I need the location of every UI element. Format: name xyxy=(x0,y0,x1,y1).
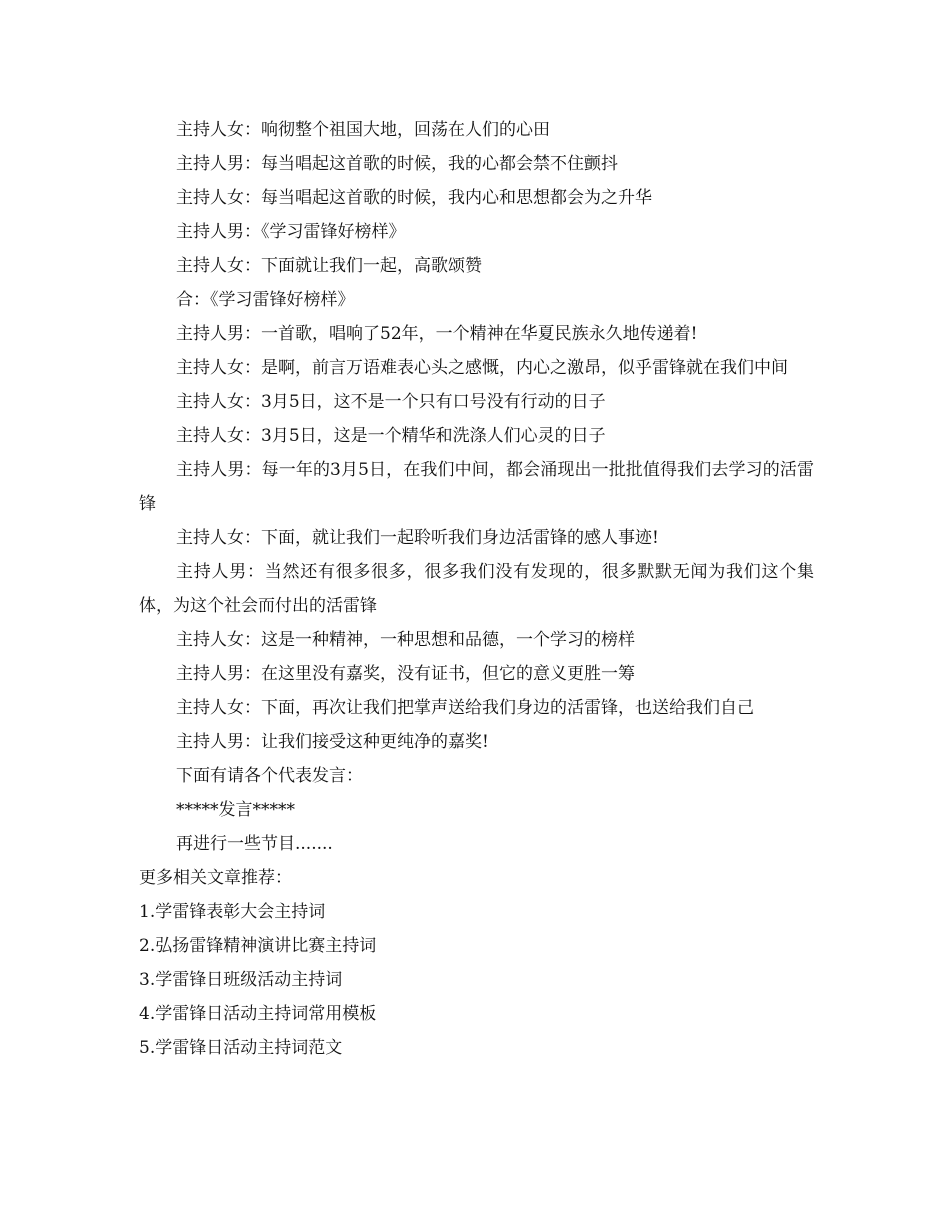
document-body xyxy=(139,113,814,1065)
related-article-link[interactable]: 2.弘扬雷锋精神演讲比赛主持词 xyxy=(139,936,377,956)
paragraph: *****发言***** xyxy=(176,800,295,820)
paragraph: 主持人女：响彻整个祖国大地，回荡在人们的心田 xyxy=(176,120,550,140)
related-article-link[interactable]: 1.学雷锋表彰大会主持词 xyxy=(139,902,326,922)
related-article-link[interactable]: 5.学雷锋日活动主持词范文 xyxy=(139,1038,343,1058)
paragraph: 主持人男：让我们接受这种更纯净的嘉奖! xyxy=(176,732,489,752)
paragraph: 合：《学习雷锋好榜样》 xyxy=(176,290,355,310)
paragraph: 主持人男：每一年的3月5日，在我们中间，都会涌现出一批批值得我们去学习的活雷锋 xyxy=(139,460,814,514)
paragraph: 主持人女：下面，再次让我们把掌声送给我们身边的活雷锋，也送给我们自己 xyxy=(176,698,754,718)
paragraph: 主持人男：在这里没有嘉奖，没有证书，但它的意义更胜一筹 xyxy=(176,664,635,684)
paragraph: 主持人女：这是一种精神，一种思想和品德，一个学习的榜样 xyxy=(176,630,635,650)
paragraph: 主持人女：3月5日，这不是一个只有口号没有行动的日子 xyxy=(176,392,606,412)
paragraph: 主持人女：每当唱起这首歌的时候，我内心和思想都会为之升华 xyxy=(176,188,652,208)
paragraph: 下面有请各个代表发言： xyxy=(176,766,363,786)
paragraph: 主持人男：一首歌，唱响了52年，一个精神在华夏民族永久地传递着! xyxy=(176,324,698,344)
paragraph: 主持人男：每当唱起这首歌的时候，我的心都会禁不住颤抖 xyxy=(176,154,618,174)
related-article-link[interactable]: 4.学雷锋日活动主持词常用模板 xyxy=(139,1004,377,1024)
paragraph: 主持人女：下面就让我们一起，高歌颂赞 xyxy=(176,256,482,276)
paragraph: 主持人男：《学习雷锋好榜样》 xyxy=(176,222,406,242)
paragraph: 主持人女：是啊，前言万语难表心头之感慨，内心之激昂，似乎雷锋就在我们中间 xyxy=(176,358,788,378)
paragraph: 主持人男：当然还有很多很多，很多我们没有发现的，很多默默无闻为我们这个集体，为这个社会而付出的活雷锋 xyxy=(139,562,814,616)
related-articles-heading: 更多相关文章推荐： xyxy=(139,868,292,888)
related-articles-list xyxy=(139,895,814,1065)
related-article-link[interactable]: 3.学雷锋日班级活动主持词 xyxy=(139,970,343,990)
paragraph: 主持人女：3月5日，这是一个精华和洗涤人们心灵的日子 xyxy=(176,426,606,446)
paragraph: 主持人女：下面，就让我们一起聆听我们身边活雷锋的感人事迹! xyxy=(176,528,659,548)
paragraph: 再进行一些节目....... xyxy=(176,834,333,854)
